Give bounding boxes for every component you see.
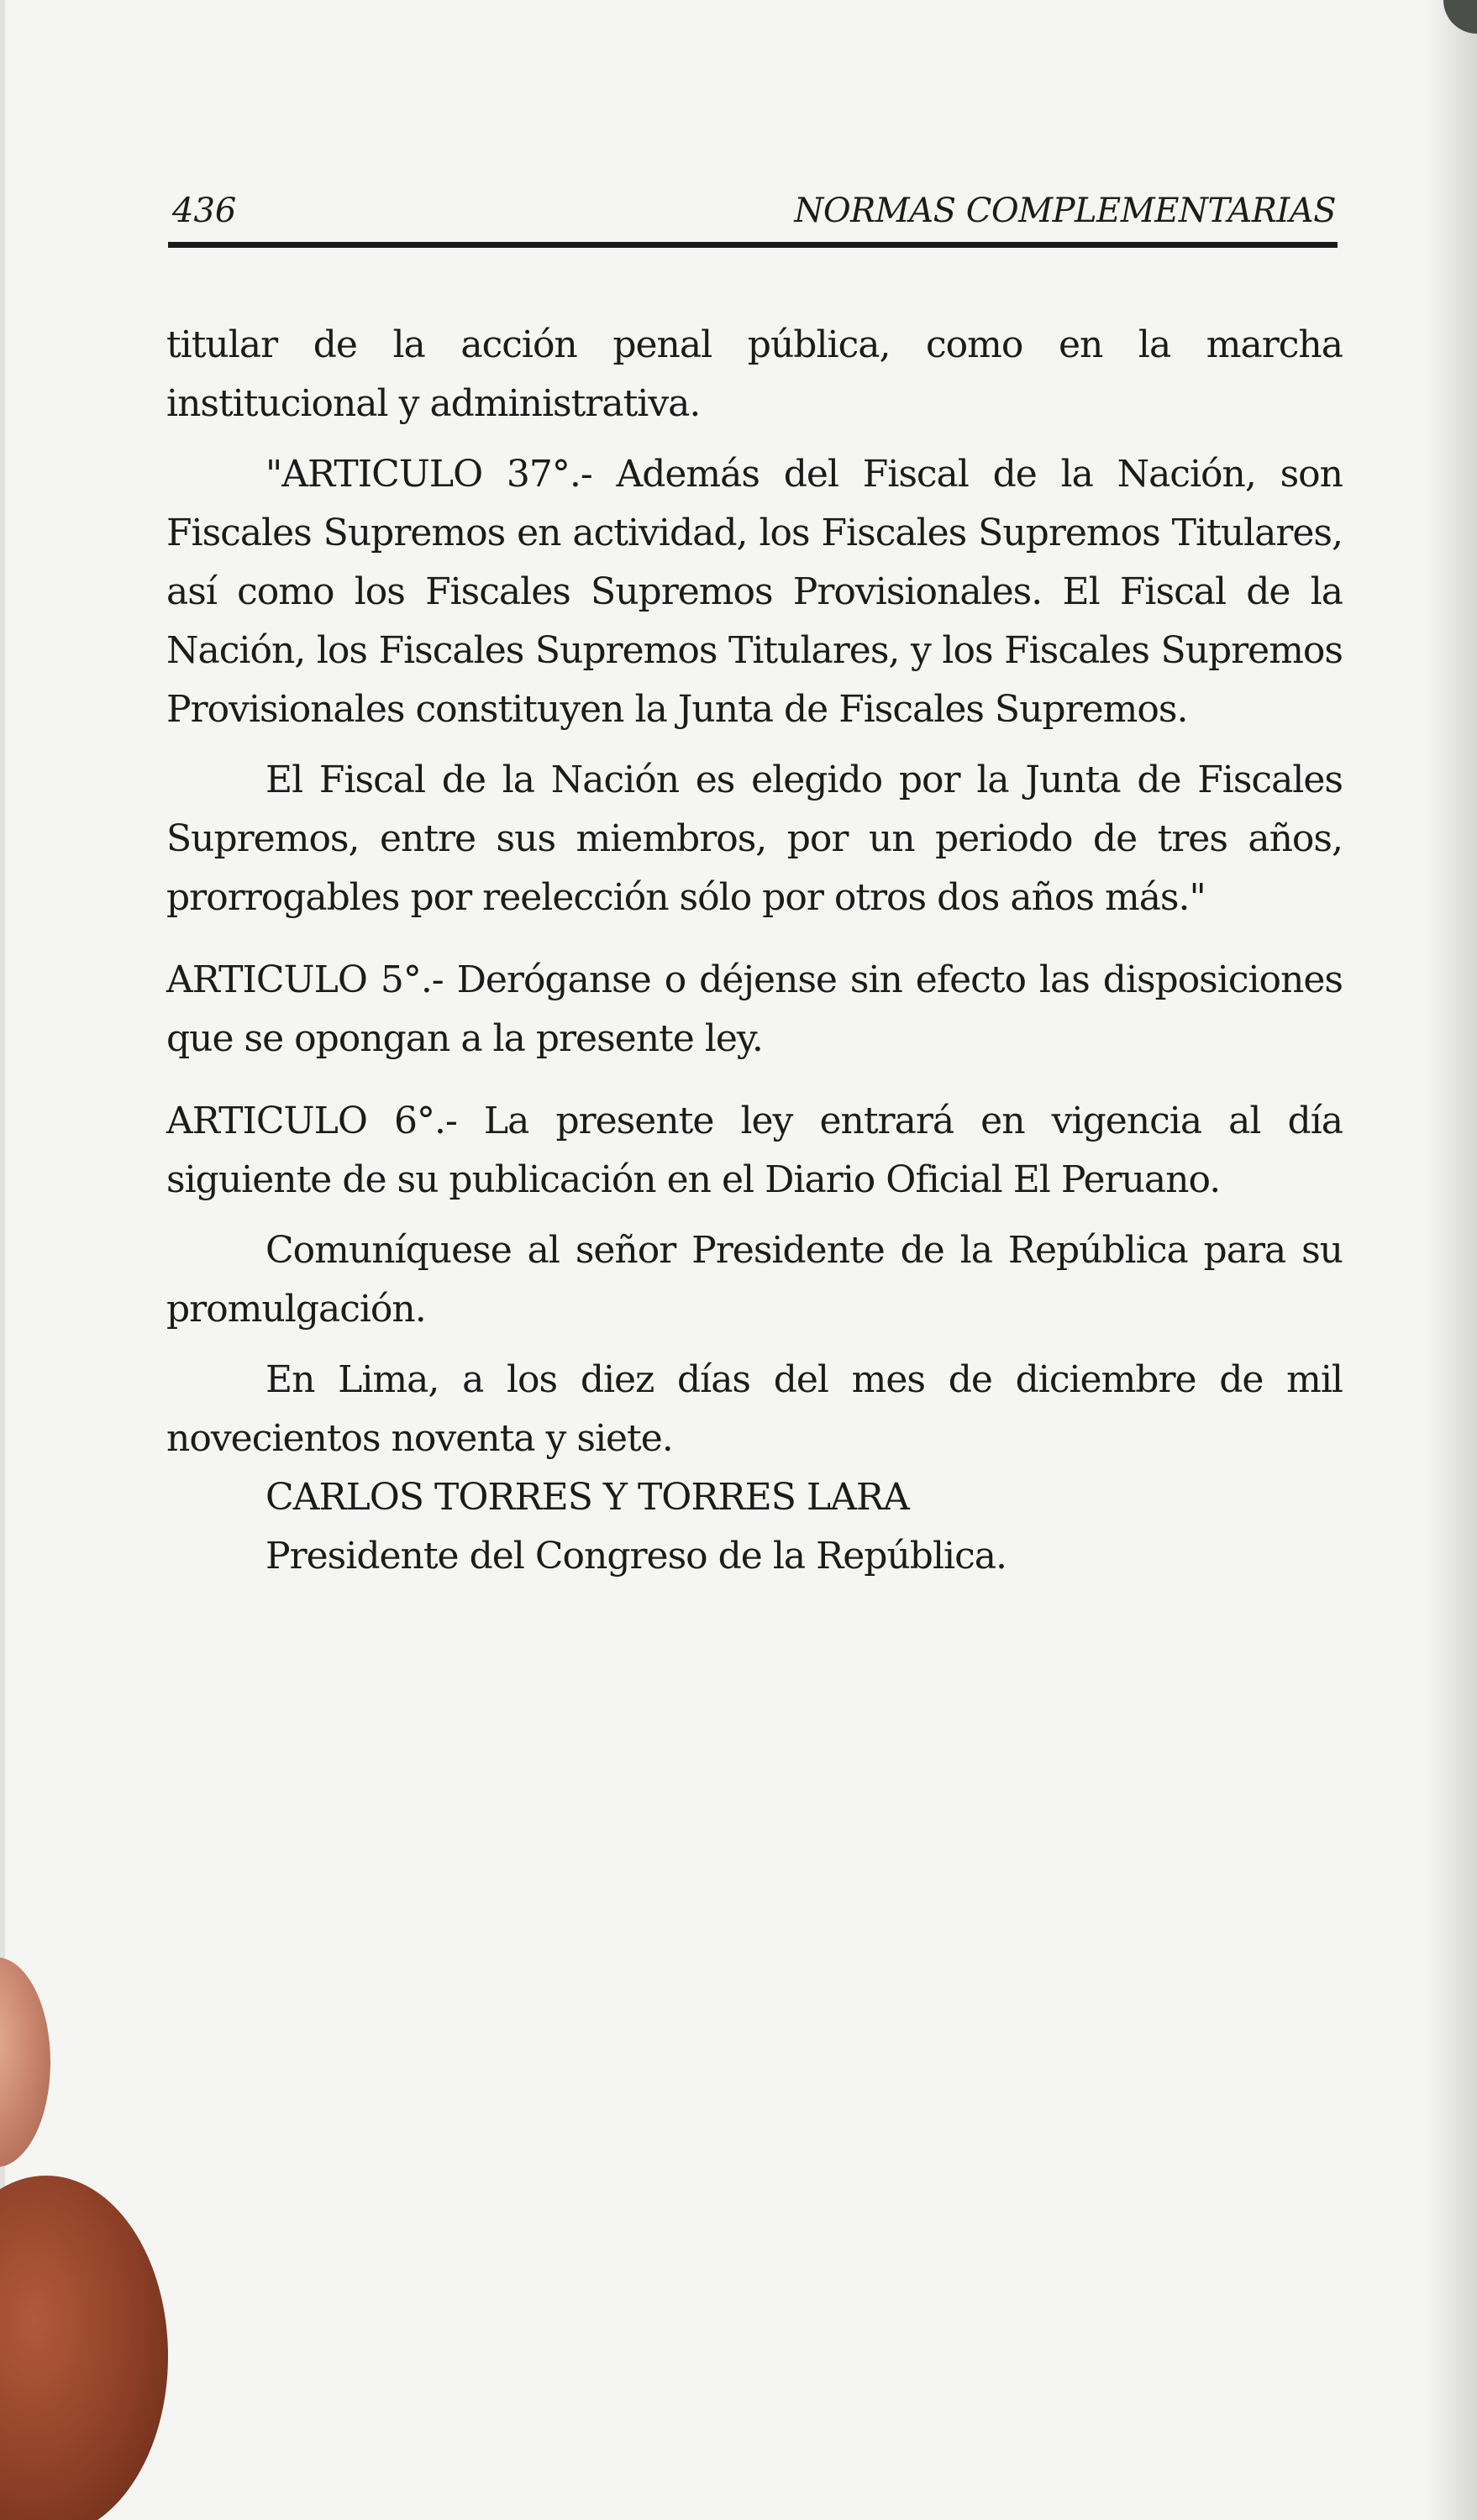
paragraph-continuation: titular de la acción penal pública, como en la marcha institucional y administrativa. xyxy=(166,323,1343,425)
body-text xyxy=(166,316,1343,1586)
paragraph-date: En Lima, a los diez días del mes de diciembre de mil novecientos noventa y siete. xyxy=(166,1358,1343,1460)
paragraph-fiscal-election: El Fiscal de la Nación es elegido por la Junta de Fiscales Supremos, entre sus miembros, por un periodo de tres años, prorrogables por reelección sólo por otros dos años más." xyxy=(166,759,1343,919)
paragraph-article-37: "ARTICULO 37°.- Además del Fiscal de la Nación, son Fiscales Supremos en actividad, los Fiscales Supremos Titulares, así como los Fiscales Supremos Provisionales. El Fiscal de la Nación, los Fiscales Supremos Titulares, y los Fiscales Supremos Provisionales constituyen la Junta de Fiscales Supremos. xyxy=(166,453,1343,731)
header-rule xyxy=(168,242,1338,248)
page-edge-shadow xyxy=(1427,0,1477,2520)
paragraph-article-5: ARTICULO 5°.- Deróganse o déjense sin efecto las disposiciones que se opongan a la presente ley. xyxy=(166,958,1343,1060)
finger-lower xyxy=(0,2176,168,2520)
finger-upper xyxy=(0,1957,50,2167)
paragraph-article-6: ARTICULO 6°.- La presente ley entrará en vigencia al día siguiente de su publicación en el Diario Oficial El Peruano. xyxy=(166,1100,1343,1201)
running-title: NORMAS COMPLEMENTARIAS xyxy=(794,192,1336,230)
signature-name: CARLOS TORRES Y TORRES LARA xyxy=(265,1476,909,1519)
paragraph-communication: Comuníquese al señor Presidente de la República para su promulgación. xyxy=(166,1229,1343,1331)
page-header xyxy=(172,192,1336,242)
page-number: 436 xyxy=(172,192,237,230)
signature-title: Presidente del Congreso de la República. xyxy=(265,1535,1007,1578)
